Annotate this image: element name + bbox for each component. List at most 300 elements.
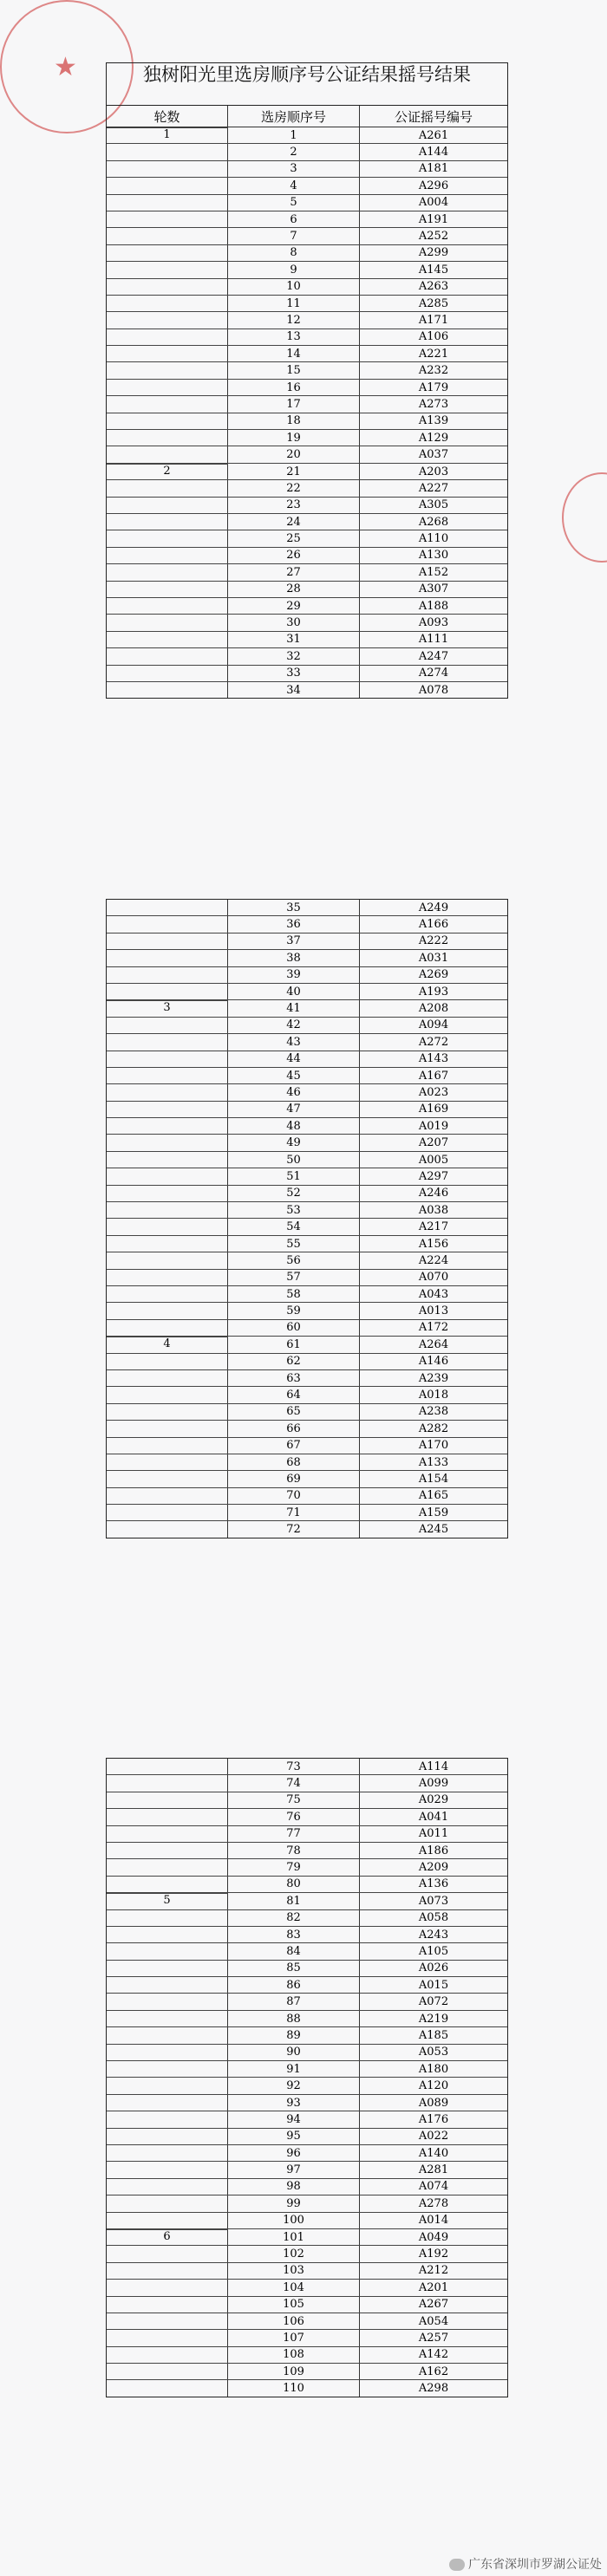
round-cell: 6 bbox=[107, 2229, 228, 2245]
round-cell bbox=[107, 1236, 228, 1252]
round-cell bbox=[107, 2263, 228, 2279]
table-row bbox=[107, 2061, 507, 2078]
round-cell bbox=[107, 2195, 228, 2211]
table-row bbox=[107, 2347, 507, 2364]
code-cell: A093 bbox=[418, 616, 449, 630]
code-cell: A207 bbox=[418, 1136, 449, 1150]
order-cell: 93 bbox=[228, 2095, 360, 2111]
order-cell: 39 bbox=[228, 967, 360, 983]
code-cell: A268 bbox=[418, 515, 449, 529]
table-row bbox=[107, 548, 507, 564]
table-row bbox=[107, 1877, 507, 1893]
round-cell bbox=[107, 2364, 228, 2379]
code-cell: A139 bbox=[418, 414, 449, 428]
table-row bbox=[107, 1759, 507, 1775]
code-cell: A281 bbox=[418, 2163, 449, 2177]
code-cell: A053 bbox=[418, 2046, 449, 2059]
table-row bbox=[107, 598, 507, 615]
round-cell bbox=[107, 1084, 228, 1100]
code-cell: A078 bbox=[418, 683, 449, 697]
code-cell: A243 bbox=[418, 1928, 449, 1942]
table-row bbox=[107, 2045, 507, 2061]
round-cell bbox=[107, 1219, 228, 1234]
round-cell bbox=[107, 1404, 228, 1420]
order-cell: 85 bbox=[228, 1961, 360, 1976]
order-cell: 61 bbox=[228, 1337, 360, 1352]
round-cell bbox=[107, 2162, 228, 2177]
partial-seal bbox=[562, 472, 607, 563]
order-cell: 6 bbox=[228, 211, 360, 227]
code-cell: A013 bbox=[418, 1304, 449, 1318]
code-cell: A209 bbox=[418, 1861, 449, 1875]
round-cell: 3 bbox=[107, 1000, 228, 1016]
round-cell bbox=[107, 1051, 228, 1067]
round-cell bbox=[107, 1270, 228, 1285]
order-cell: 100 bbox=[228, 2213, 360, 2228]
code-cell: A245 bbox=[418, 1523, 449, 1537]
star-icon: ★ bbox=[54, 52, 77, 82]
code-cell: A166 bbox=[418, 918, 449, 932]
round-cell bbox=[107, 1859, 228, 1875]
round-cell bbox=[107, 2045, 228, 2060]
table-row bbox=[107, 346, 507, 362]
round-cell bbox=[107, 2061, 228, 2077]
round-cell bbox=[107, 195, 228, 211]
order-cell: 31 bbox=[228, 632, 360, 647]
code-cell: A031 bbox=[418, 951, 449, 965]
order-cell: 67 bbox=[228, 1438, 360, 1454]
table-row bbox=[107, 413, 507, 430]
round-cell bbox=[107, 514, 228, 530]
round-cell bbox=[107, 2380, 228, 2396]
table-row bbox=[107, 666, 507, 682]
code-cell: A188 bbox=[418, 599, 449, 613]
table-row bbox=[107, 1927, 507, 1943]
code-cell: A222 bbox=[418, 934, 449, 948]
round-cell bbox=[107, 228, 228, 244]
order-cell: 83 bbox=[228, 1927, 360, 1942]
code-cell: A099 bbox=[418, 1777, 449, 1791]
table-row bbox=[107, 900, 507, 916]
order-cell: 20 bbox=[228, 446, 360, 462]
table-row bbox=[107, 245, 507, 262]
order-cell: 1 bbox=[228, 127, 360, 143]
order-cell: 23 bbox=[228, 498, 360, 513]
round-cell bbox=[107, 1438, 228, 1454]
round-cell bbox=[107, 2347, 228, 2363]
order-cell: 87 bbox=[228, 1994, 360, 2009]
order-cell: 89 bbox=[228, 2027, 360, 2043]
round-cell: 1 bbox=[107, 127, 228, 143]
code-cell: A192 bbox=[418, 2247, 449, 2261]
round-cell bbox=[107, 1135, 228, 1150]
table-row bbox=[107, 2364, 507, 2380]
code-cell: A186 bbox=[418, 1844, 449, 1857]
page-2 bbox=[0, 854, 607, 1708]
round-cell bbox=[107, 329, 228, 345]
order-cell: 77 bbox=[228, 1826, 360, 1842]
round-cell bbox=[107, 380, 228, 395]
code-cell: A145 bbox=[418, 263, 449, 276]
order-cell: 45 bbox=[228, 1068, 360, 1083]
code-cell: A105 bbox=[418, 1944, 449, 1958]
code-cell: A181 bbox=[418, 162, 449, 176]
order-cell: 58 bbox=[228, 1286, 360, 1302]
round-cell bbox=[107, 413, 228, 429]
table-row bbox=[107, 1186, 507, 1202]
order-cell: 28 bbox=[228, 582, 360, 597]
code-cell: A221 bbox=[418, 347, 449, 361]
round-cell bbox=[107, 1775, 228, 1791]
round-cell bbox=[107, 1034, 228, 1050]
order-cell: 79 bbox=[228, 1859, 360, 1875]
table-row bbox=[107, 2095, 507, 2111]
code-cell: A054 bbox=[418, 2314, 449, 2328]
code-cell: A129 bbox=[418, 431, 449, 445]
table-row bbox=[107, 446, 507, 463]
document-title: 独树阳光里选房顺序号公证结果摇号结果 bbox=[107, 63, 507, 106]
round-cell bbox=[107, 2145, 228, 2161]
code-cell: A227 bbox=[418, 481, 449, 495]
code-cell: A180 bbox=[418, 2062, 449, 2076]
table-row bbox=[107, 2246, 507, 2262]
code-cell: A191 bbox=[418, 212, 449, 226]
order-cell: 46 bbox=[228, 1084, 360, 1100]
code-cell: A278 bbox=[418, 2196, 449, 2210]
table-row bbox=[107, 1018, 507, 1034]
round-cell bbox=[107, 1521, 228, 1537]
table-row bbox=[107, 1202, 507, 1219]
order-cell: 110 bbox=[228, 2380, 360, 2396]
order-cell: 11 bbox=[228, 296, 360, 311]
round-cell bbox=[107, 245, 228, 261]
order-cell: 95 bbox=[228, 2129, 360, 2144]
result-table-page-2 bbox=[106, 899, 508, 1538]
table-row bbox=[107, 211, 507, 228]
round-cell bbox=[107, 262, 228, 277]
round-cell bbox=[107, 1454, 228, 1470]
code-cell: A089 bbox=[418, 2096, 449, 2110]
table-row bbox=[107, 1421, 507, 1437]
order-cell: 37 bbox=[228, 933, 360, 949]
code-cell: A022 bbox=[418, 2130, 449, 2143]
round-cell bbox=[107, 396, 228, 412]
order-cell: 49 bbox=[228, 1135, 360, 1150]
round-cell bbox=[107, 2313, 228, 2329]
order-cell: 32 bbox=[228, 648, 360, 664]
round-cell bbox=[107, 682, 228, 698]
result-table-page-3 bbox=[106, 1758, 508, 2397]
table-body-3 bbox=[107, 1759, 507, 2397]
round-cell bbox=[107, 1152, 228, 1168]
round-cell bbox=[107, 1759, 228, 1774]
round-cell bbox=[107, 446, 228, 462]
code-cell: A111 bbox=[418, 633, 449, 647]
order-cell: 80 bbox=[228, 1877, 360, 1892]
code-cell: A156 bbox=[418, 1237, 449, 1251]
table-row bbox=[107, 2011, 507, 2027]
round-cell bbox=[107, 1202, 228, 1218]
table-row bbox=[107, 1152, 507, 1168]
table-row bbox=[107, 682, 507, 698]
table-row bbox=[107, 296, 507, 312]
code-cell: A273 bbox=[418, 397, 449, 411]
table-row bbox=[107, 1168, 507, 1185]
round-cell bbox=[107, 967, 228, 983]
round-cell bbox=[107, 933, 228, 949]
round-cell bbox=[107, 2027, 228, 2043]
table-row bbox=[107, 1219, 507, 1235]
table-row bbox=[107, 178, 507, 194]
code-cell: A282 bbox=[418, 1421, 449, 1435]
round-cell bbox=[107, 2011, 228, 2026]
table-row bbox=[107, 1387, 507, 1403]
round-cell bbox=[107, 279, 228, 295]
order-cell: 96 bbox=[228, 2145, 360, 2161]
round-cell bbox=[107, 916, 228, 932]
order-cell: 10 bbox=[228, 279, 360, 295]
page-3 bbox=[0, 1708, 607, 2576]
code-cell: A026 bbox=[418, 1961, 449, 1975]
order-cell: 102 bbox=[228, 2246, 360, 2261]
round-cell: 4 bbox=[107, 1337, 228, 1352]
code-cell: A307 bbox=[418, 582, 449, 596]
order-cell: 65 bbox=[228, 1404, 360, 1420]
table-row bbox=[107, 127, 507, 144]
order-cell: 2 bbox=[228, 144, 360, 159]
order-cell: 101 bbox=[228, 2229, 360, 2245]
table-body-1 bbox=[107, 127, 507, 698]
round-cell bbox=[107, 362, 228, 378]
order-cell: 97 bbox=[228, 2162, 360, 2177]
table-row bbox=[107, 1826, 507, 1843]
code-cell: A219 bbox=[418, 2012, 449, 2026]
order-cell: 40 bbox=[228, 984, 360, 999]
header-round: 轮数 bbox=[107, 106, 228, 127]
code-cell: A239 bbox=[418, 1371, 449, 1385]
code-cell: A014 bbox=[418, 2214, 449, 2228]
round-cell bbox=[107, 530, 228, 546]
table-row bbox=[107, 362, 507, 379]
round-cell bbox=[107, 984, 228, 999]
round-cell bbox=[107, 548, 228, 563]
table-row bbox=[107, 933, 507, 950]
table-row bbox=[107, 1893, 507, 1909]
order-cell: 56 bbox=[228, 1252, 360, 1268]
order-cell: 22 bbox=[228, 480, 360, 496]
round-cell bbox=[107, 1505, 228, 1520]
table-row bbox=[107, 1521, 507, 1537]
table-row bbox=[107, 1354, 507, 1370]
page-1 bbox=[0, 0, 607, 854]
table-row bbox=[107, 1961, 507, 1977]
code-cell: A169 bbox=[418, 1103, 449, 1116]
code-cell: A037 bbox=[418, 448, 449, 462]
table-row bbox=[107, 950, 507, 966]
order-cell: 55 bbox=[228, 1236, 360, 1252]
order-cell: 9 bbox=[228, 262, 360, 277]
round-cell bbox=[107, 950, 228, 966]
round-cell bbox=[107, 1943, 228, 1959]
order-cell: 8 bbox=[228, 245, 360, 261]
code-cell: A238 bbox=[418, 1405, 449, 1419]
round-cell bbox=[107, 1792, 228, 1808]
order-cell: 7 bbox=[228, 228, 360, 244]
order-cell: 109 bbox=[228, 2364, 360, 2379]
order-cell: 106 bbox=[228, 2313, 360, 2329]
code-cell: A224 bbox=[418, 1253, 449, 1267]
code-cell: A285 bbox=[418, 296, 449, 310]
round-cell bbox=[107, 1102, 228, 1117]
order-cell: 18 bbox=[228, 413, 360, 429]
order-cell: 13 bbox=[228, 329, 360, 345]
round-cell bbox=[107, 1018, 228, 1033]
order-cell: 78 bbox=[228, 1843, 360, 1858]
code-cell: A015 bbox=[418, 1978, 449, 1992]
table-row bbox=[107, 1843, 507, 1859]
code-cell: A298 bbox=[418, 2382, 449, 2396]
table-row bbox=[107, 1454, 507, 1471]
table-row bbox=[107, 2078, 507, 2094]
table-row bbox=[107, 632, 507, 648]
round-cell bbox=[107, 1068, 228, 1083]
table-row bbox=[107, 1910, 507, 1927]
table-row bbox=[107, 615, 507, 631]
order-cell: 19 bbox=[228, 430, 360, 446]
round-cell bbox=[107, 1252, 228, 1268]
code-cell: A043 bbox=[418, 1287, 449, 1301]
table-row bbox=[107, 1303, 507, 1319]
table-row bbox=[107, 1404, 507, 1421]
round-cell bbox=[107, 2129, 228, 2144]
order-cell: 88 bbox=[228, 2011, 360, 2026]
code-cell: A249 bbox=[418, 901, 449, 914]
round-cell bbox=[107, 312, 228, 328]
round-cell bbox=[107, 1961, 228, 1976]
code-cell: A170 bbox=[418, 1439, 449, 1453]
table-row bbox=[107, 480, 507, 497]
order-cell: 16 bbox=[228, 380, 360, 395]
round-cell bbox=[107, 1286, 228, 1302]
code-cell: A152 bbox=[418, 565, 449, 579]
footer-watermark bbox=[449, 2555, 602, 2573]
code-cell: A019 bbox=[418, 1119, 449, 1133]
table-row bbox=[107, 312, 507, 329]
code-cell: A023 bbox=[418, 1085, 449, 1099]
table-row bbox=[107, 530, 507, 547]
code-cell: A165 bbox=[418, 1489, 449, 1503]
round-cell bbox=[107, 632, 228, 647]
table-row bbox=[107, 1809, 507, 1825]
table-row bbox=[107, 1505, 507, 1521]
order-cell: 59 bbox=[228, 1303, 360, 1318]
order-cell: 82 bbox=[228, 1910, 360, 1926]
code-cell: A299 bbox=[418, 246, 449, 260]
result-table-page-1 bbox=[106, 62, 508, 699]
table-row bbox=[107, 582, 507, 598]
code-cell: A246 bbox=[418, 1187, 449, 1200]
order-cell: 52 bbox=[228, 1186, 360, 1201]
order-cell: 38 bbox=[228, 950, 360, 966]
table-row bbox=[107, 2129, 507, 2145]
table-row bbox=[107, 1488, 507, 1505]
order-cell: 4 bbox=[228, 178, 360, 193]
round-cell bbox=[107, 211, 228, 227]
order-cell: 81 bbox=[228, 1893, 360, 1909]
table-row bbox=[107, 2263, 507, 2280]
round-cell bbox=[107, 615, 228, 630]
table-row bbox=[107, 1118, 507, 1135]
code-cell: A179 bbox=[418, 381, 449, 394]
order-cell: 53 bbox=[228, 1202, 360, 1218]
table-row bbox=[107, 2027, 507, 2044]
code-cell: A073 bbox=[418, 1894, 449, 1908]
code-cell: A247 bbox=[418, 649, 449, 663]
table-row bbox=[107, 1943, 507, 1960]
code-cell: A171 bbox=[418, 313, 449, 327]
round-cell bbox=[107, 2179, 228, 2195]
round-cell bbox=[107, 1320, 228, 1336]
code-cell: A120 bbox=[418, 2079, 449, 2093]
order-cell: 73 bbox=[228, 1759, 360, 1774]
code-cell: A296 bbox=[418, 179, 449, 192]
order-cell: 69 bbox=[228, 1471, 360, 1486]
code-cell: A154 bbox=[418, 1472, 449, 1486]
wechat-icon bbox=[449, 2559, 465, 2571]
code-cell: A167 bbox=[418, 1069, 449, 1083]
order-cell: 47 bbox=[228, 1102, 360, 1117]
code-cell: A072 bbox=[418, 1995, 449, 2009]
code-cell: A106 bbox=[418, 330, 449, 344]
table-row bbox=[107, 1084, 507, 1101]
code-cell: A110 bbox=[418, 532, 449, 546]
code-cell: A146 bbox=[418, 1355, 449, 1369]
code-cell: A203 bbox=[418, 465, 449, 478]
table-row bbox=[107, 2111, 507, 2128]
round-cell bbox=[107, 1910, 228, 1926]
round-cell bbox=[107, 2213, 228, 2228]
table-row bbox=[107, 2380, 507, 2396]
code-cell: A133 bbox=[418, 1455, 449, 1469]
round-cell bbox=[107, 1843, 228, 1858]
round-cell bbox=[107, 1826, 228, 1842]
code-cell: A162 bbox=[418, 2365, 449, 2378]
code-cell: A212 bbox=[418, 2264, 449, 2278]
code-cell: A018 bbox=[418, 1389, 449, 1402]
order-cell: 104 bbox=[228, 2280, 360, 2295]
order-cell: 24 bbox=[228, 514, 360, 530]
round-cell bbox=[107, 1303, 228, 1318]
order-cell: 76 bbox=[228, 1809, 360, 1825]
table-row bbox=[107, 648, 507, 665]
round-cell bbox=[107, 498, 228, 513]
code-cell: A252 bbox=[418, 230, 449, 244]
table-row bbox=[107, 2229, 507, 2246]
order-cell: 51 bbox=[228, 1168, 360, 1184]
round-cell bbox=[107, 161, 228, 177]
order-cell: 107 bbox=[228, 2330, 360, 2345]
order-cell: 62 bbox=[228, 1354, 360, 1369]
round-cell: 5 bbox=[107, 1893, 228, 1909]
round-cell bbox=[107, 2330, 228, 2345]
table-row bbox=[107, 1270, 507, 1286]
code-cell: A201 bbox=[418, 2280, 449, 2294]
round-cell bbox=[107, 1370, 228, 1386]
order-cell: 64 bbox=[228, 1387, 360, 1402]
code-cell: A257 bbox=[418, 2331, 449, 2345]
table-row bbox=[107, 984, 507, 1000]
table-row bbox=[107, 2213, 507, 2229]
